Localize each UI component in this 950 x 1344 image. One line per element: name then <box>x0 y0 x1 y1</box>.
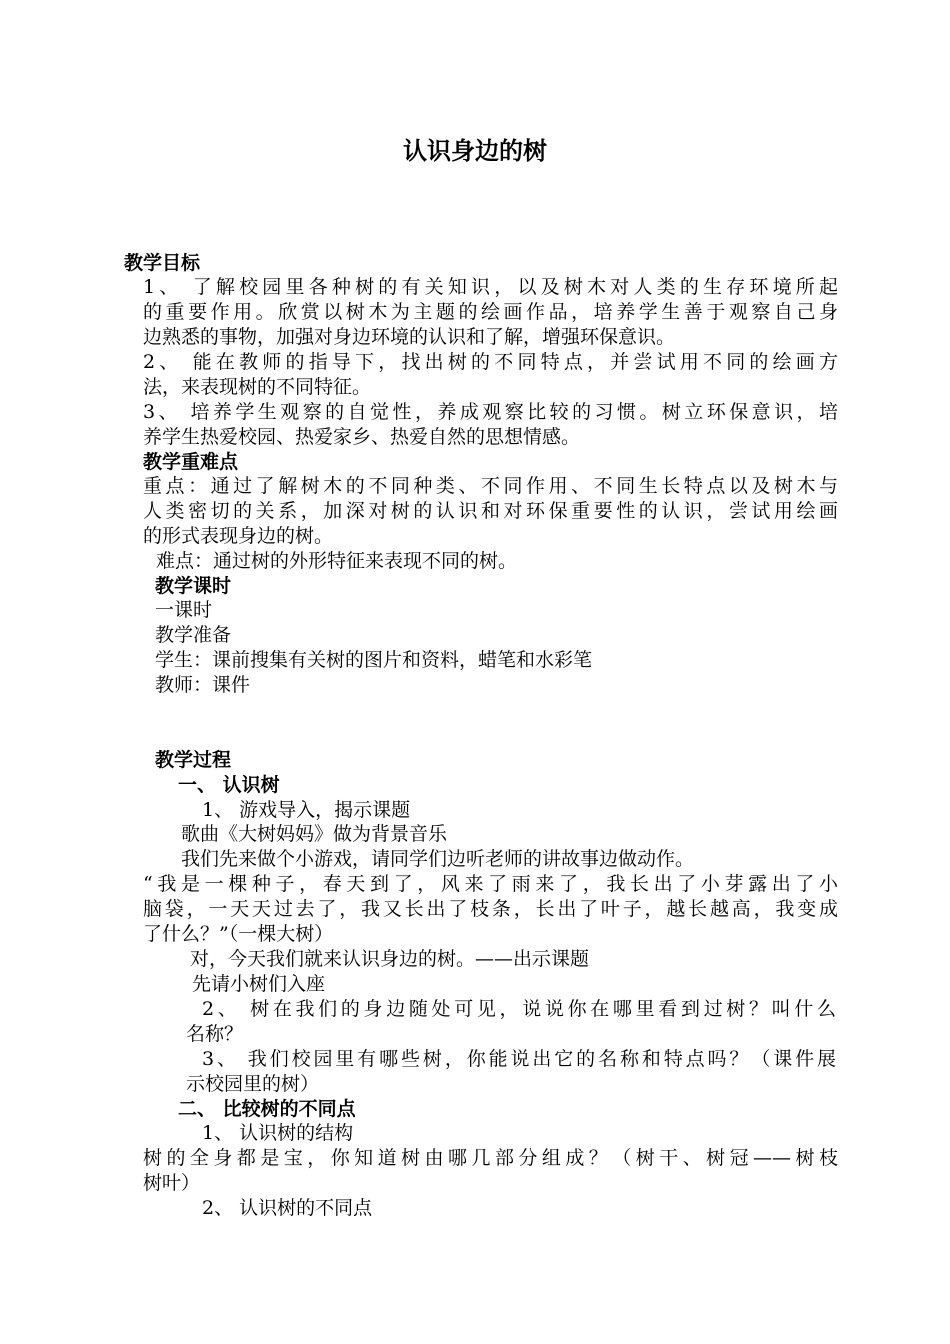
story-line-2: 脑袋，一天天过去了，我又长出了枝条，长出了叶子，越长越高，我变成 <box>143 898 838 920</box>
goal-3-line-2: 养学生热爱校园、热爱家乡、热爱自然的思想情感。 <box>143 426 581 448</box>
keypoint-1-line-2: 人类密切的关系，加深对树的认识和对环保重要性的认识，尝试用绘画 <box>143 500 838 522</box>
prep-student: 学生：课前搜集有关树的图片和资料，蜡笔和水彩笔 <box>155 649 593 671</box>
goals-heading: 教学目标 <box>124 252 201 274</box>
paragraph-seat: 先请小树们入座 <box>192 973 326 995</box>
section-2-item-2: 2、 认识树的不同点 <box>202 1197 373 1219</box>
keypoint-2: 难点：通过树的外形特征来表现不同的树。 <box>156 550 518 572</box>
goal-2-line-2: 法，来表现树的不同特征。 <box>143 376 372 398</box>
paragraph-song: 歌曲《大树妈妈》做为背景音乐 <box>181 823 448 845</box>
goal-2-line-1: 2、 能在教师的指导下，找出树的不同特点，并尝试用不同的绘画方 <box>143 351 838 373</box>
story-line-3: 了什么？”（一棵大树） <box>143 923 334 945</box>
keypoint-1-line-1: 重点：通过了解树木的不同种类、不同作用、不同生长特点以及树木与 <box>143 475 838 497</box>
paragraph-topic: 对，今天我们就来认识身边的树。——出示课题 <box>190 948 590 970</box>
prep-teacher: 教师：课件 <box>155 674 251 696</box>
tree-structure-line-2: 树叶） <box>143 1172 201 1194</box>
section-1-item-3-line-2: 示校园里的树） <box>186 1073 320 1095</box>
tree-structure-line-1: 树的全身都是宝，你知道树由哪几部分组成？（树干、树冠——树枝 <box>143 1147 838 1169</box>
section-1-heading: 一、 认识树 <box>178 774 280 796</box>
section-2-heading: 二、 比较树的不同点 <box>178 1098 356 1120</box>
section-1-item-1: 1、 游戏导入，揭示课题 <box>202 799 411 821</box>
section-2-item-1: 1、 认识树的结构 <box>202 1122 354 1144</box>
paragraph-game: 我们先来做个小游戏，请同学们边听老师的讲故事边做动作。 <box>181 848 695 870</box>
story-line-1: “我是一棵种子，春天到了，风来了雨来了，我长出了小芽露出了小 <box>143 873 838 895</box>
goal-1-line-2: 的重要作用。欣赏以树木为主题的绘画作品，培养学生善于观察自己身 <box>143 301 838 323</box>
section-1-item-2-line-2: 名称？ <box>186 1023 244 1045</box>
hours-heading: 教学课时 <box>155 575 232 597</box>
keypoints-heading: 教学重难点 <box>143 451 239 473</box>
section-1-item-2-line-1: 2、 树在我们的身边随处可见，说说你在哪里看到过树？叫什么 <box>202 998 836 1020</box>
prep-heading: 教学准备 <box>155 624 232 646</box>
process-heading: 教学过程 <box>155 749 232 771</box>
goal-1-line-3: 边熟悉的事物，加强对身边环境的认识和了解，增强环保意识。 <box>143 326 676 348</box>
goal-3-line-1: 3、 培养学生观察的自觉性，养成观察比较的习惯。树立环保意识，培 <box>143 401 838 423</box>
section-1-item-3-line-1: 3、 我们校园里有哪些树，你能说出它的名称和特点吗？（课件展 <box>202 1048 836 1070</box>
keypoint-1-line-3: 的形式表现身边的树。 <box>143 525 334 547</box>
hours-value: 一课时 <box>155 599 213 621</box>
goal-1-line-1: 1、 了解校园里各种树的有关知识，以及树木对人类的生存环境所起 <box>143 276 838 298</box>
document-title: 认识身边的树 <box>403 137 547 165</box>
